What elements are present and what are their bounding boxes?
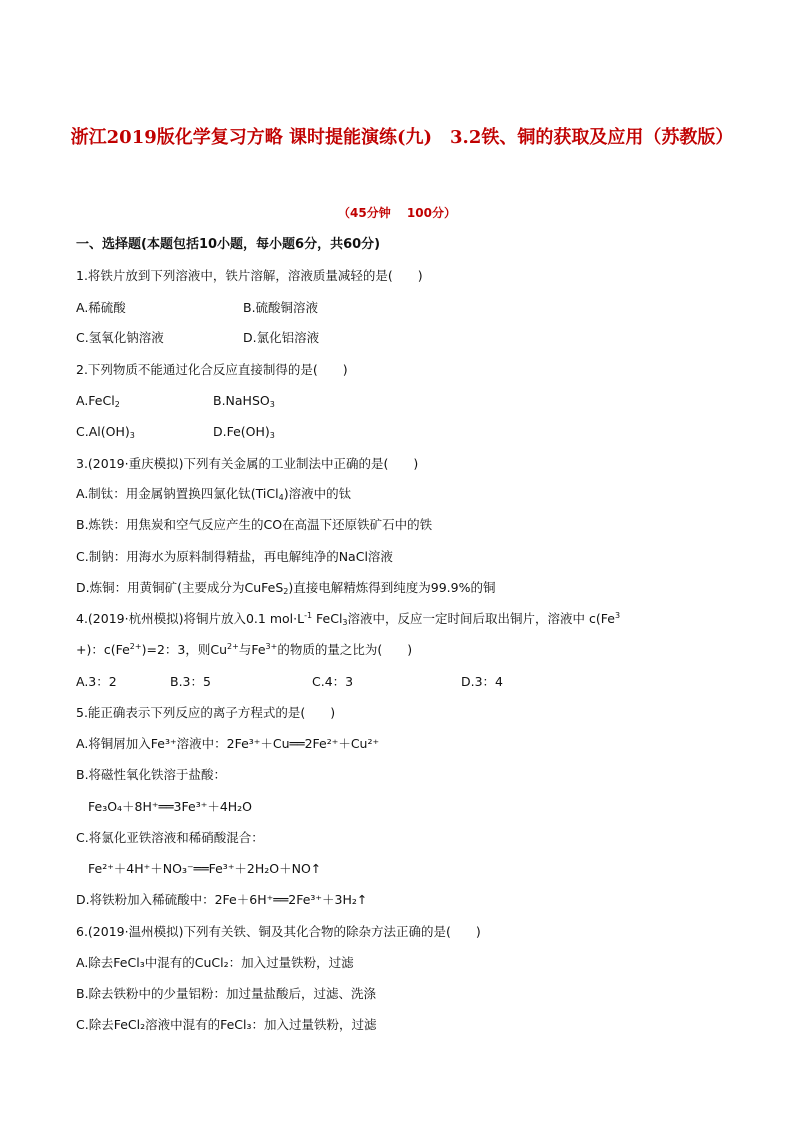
exam-duration-score: （45分钟 100分） xyxy=(338,206,456,220)
q5-option-d: D.将铁粉加入稀硫酸中：2Fe＋6H⁺══2Fe³⁺＋3H₂↑ xyxy=(76,892,368,907)
q5-option-b-equation: Fe₃O₄＋8H⁺══3Fe³⁺＋4H₂O xyxy=(88,799,253,814)
question-4-stem-line-1: 4.(2019·杭州模拟)将铜片放入0.1 $mol\cdot L^{-1}$ FeCl$_3$溶液中，反应一定时间后取出铜片，溶液中 c(Fe$^3$ xyxy=(76,611,621,627)
q4-option-c: C.4：3 xyxy=(312,674,354,689)
q2-option-c: $C.Al(OH)_3$ xyxy=(76,424,135,440)
q3-option-d: D.炼铜：用黄铜矿(主要成分为CuFeS$_2$)直接电解精炼得到纯度为99.9%的铜 xyxy=(76,580,496,596)
question-3-stem: 3.(2019·重庆模拟)下列有关金属的工业制法中正确的是( ) xyxy=(76,456,419,471)
q3-option-c: C.制钠：用海水为原料制得精盐，再电解纯净的NaCl溶液 xyxy=(76,549,393,564)
q2-option-d: $D.Fe(OH)_3$ xyxy=(213,424,275,440)
question-1-stem: 1.将铁片放到下列溶液中，铁片溶解，溶液质量减轻的是( ) xyxy=(76,268,423,283)
q4-option-a: A.3：2 xyxy=(76,674,117,689)
q6-option-c: C.除去FeCl₂溶液中混有的FeCl₃：加入过量铁粉，过滤 xyxy=(76,1017,377,1032)
q5-option-a: A.将铜屑加入Fe³⁺溶液中：2Fe³⁺＋Cu══2Fe²⁺＋Cu²⁺ xyxy=(76,736,380,751)
q5-option-c: C.将氯化亚铁溶液和稀硝酸混合： xyxy=(76,830,264,845)
q2-option-a: A.FeCl$_2$ xyxy=(76,393,120,409)
q3-option-a: A.制钛：用金属钠置换四氯化钛(TiCl$_4$)溶液中的钛 xyxy=(76,486,352,502)
question-4-stem-line-2: +)：$c(Fe^{2+})=2$：3，则$Cu^{2+}$与$Fe^{3+}$的物质的量之比为( ) xyxy=(76,642,413,657)
q5-option-c-equation: Fe²⁺＋4H⁺＋NO₃⁻══Fe³⁺＋2H₂O＋NO↑ xyxy=(88,861,322,876)
q1-option-c: C.氢氧化钠溶液 xyxy=(76,330,164,345)
q2-option-b: B.NaHSO$_3$ xyxy=(213,393,275,409)
q4-option-b: B.3：5 xyxy=(170,674,211,689)
q6-option-a: A.除去FeCl₃中混有的CuCl₂：加入过量铁粉，过滤 xyxy=(76,955,354,970)
q6-option-b: B.除去铁粉中的少量铝粉：加过量盐酸后，过滤、洗涤 xyxy=(76,986,377,1001)
q3-option-b: B.炼铁：用焦炭和空气反应产生的CO在高温下还原铁矿石中的铁 xyxy=(76,517,433,532)
q1-option-a: A.稀硫酸 xyxy=(76,300,126,315)
question-6-stem: 6.(2019·温州模拟)下列有关铁、铜及其化合物的除杂方法正确的是( ) xyxy=(76,924,481,939)
document-title: 浙江2019版化学复习方略 课时提能演练(九) 3.2铁、铜的获取及应用（苏教版） xyxy=(70,127,734,148)
section-heading: 一、选择题(本题包括10小题，每小题6分，共60分) xyxy=(76,237,381,252)
q4-option-d: D.3：4 xyxy=(461,674,504,689)
question-2-stem: 2.下列物质不能通过化合反应直接制得的是( ) xyxy=(76,362,348,377)
q1-option-d: D.氯化铝溶液 xyxy=(243,330,320,345)
q5-option-b: B.将磁性氧化铁溶于盐酸： xyxy=(76,767,227,782)
q1-option-b: B.硫酸铜溶液 xyxy=(243,300,319,315)
question-5-stem: 5.能正确表示下列反应的离子方程式的是( ) xyxy=(76,705,336,720)
